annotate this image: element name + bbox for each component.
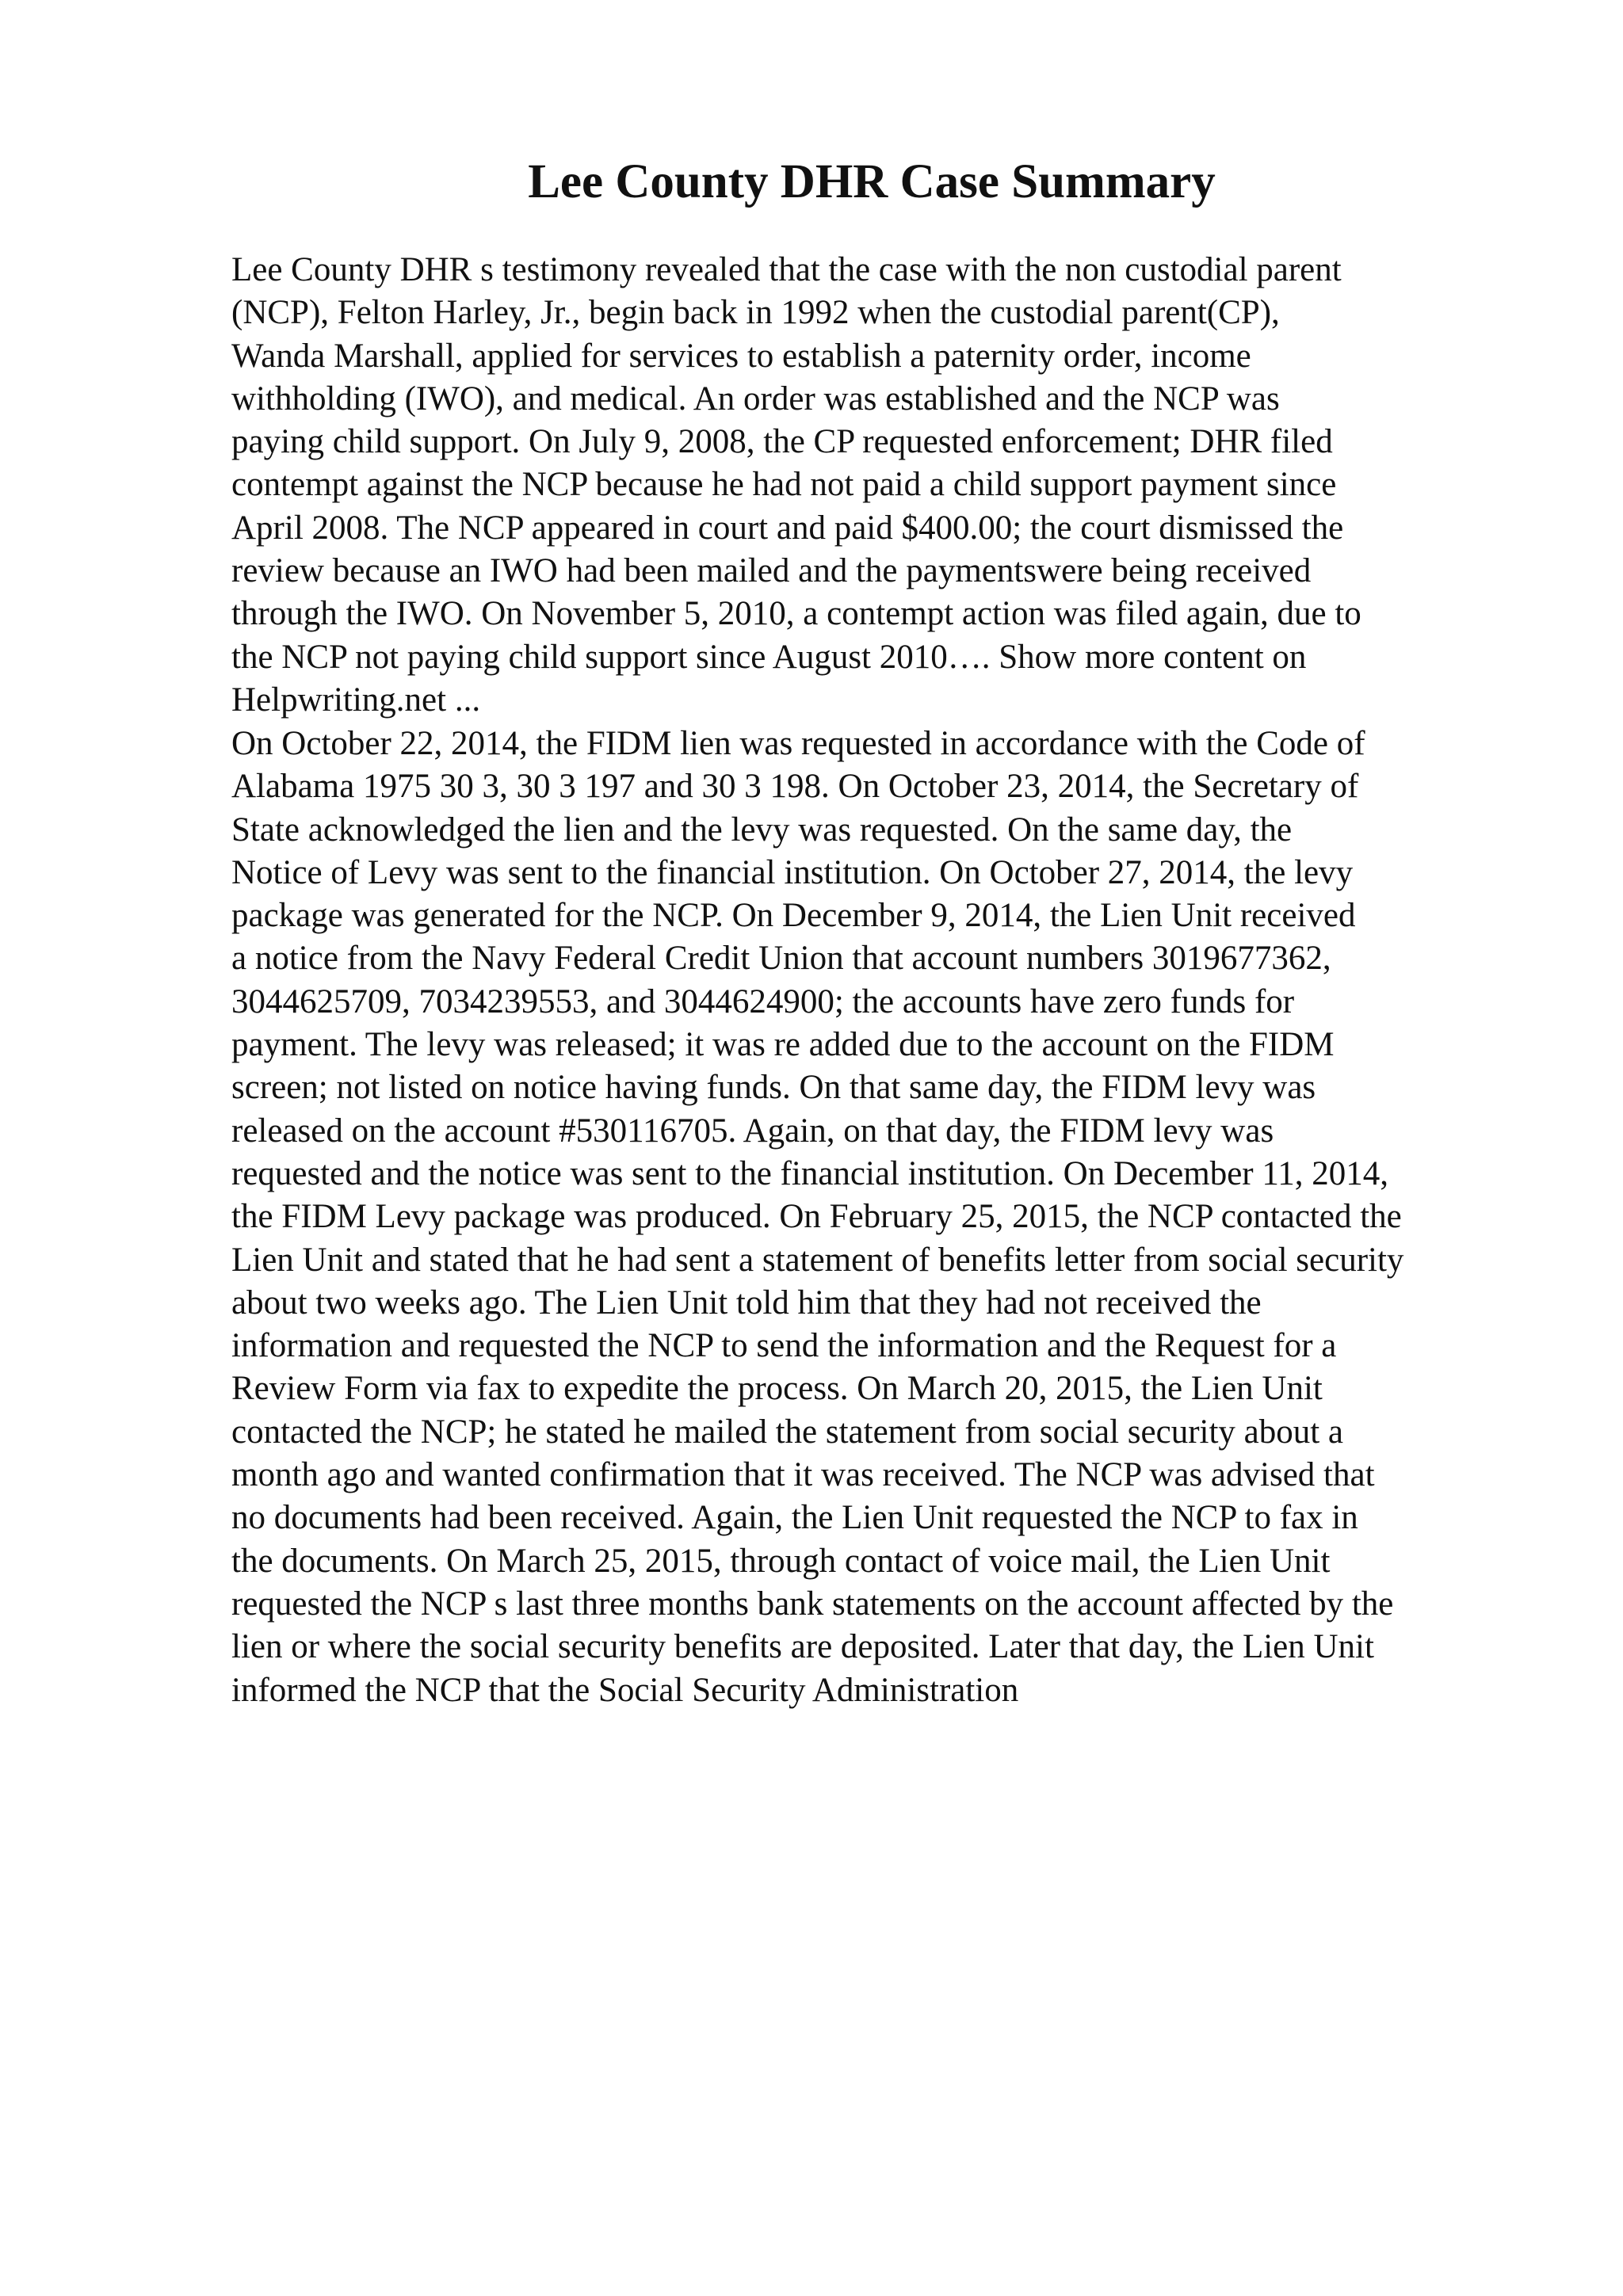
text-line: State acknowledged the lien and the levy was requested. On the same day, the (231, 810, 1293, 849)
text-line: review because an IWO had been mailed and the paymentswere being received (231, 552, 1312, 590)
text-line: package was generated for the NCP. On December 9, 2014, the Lien Unit received (231, 897, 1356, 935)
text-line: informed the NCP that the Social Security Administration (231, 1671, 1019, 1709)
text-line: 3044625709, 7034239553, and 3044624900; the accounts have zero funds for (231, 982, 1295, 1020)
text-line: On October 22, 2014, the FIDM lien was requested in accordance with the Code of (231, 725, 1365, 762)
document-title: Lee County DHR Case Summary (528, 155, 1216, 208)
text-line: paying child support. On July 9, 2008, the CP requested enforcement; DHR filed (231, 423, 1333, 461)
text-line: the NCP not paying child support since August 2010…. Show more content on (231, 638, 1307, 676)
text-line: Notice of Levy was sent to the financial institution. On October 27, 2014, the levy (231, 853, 1354, 891)
text-line: released on the account #530116705. Again, on that day, the FIDM levy was (231, 1112, 1274, 1150)
text-line: through the IWO. On November 5, 2010, a contempt action was filed again, due to (231, 595, 1361, 633)
text-line: contacted the NCP; he stated he mailed the statement from social security about a (231, 1413, 1344, 1451)
text-line: contempt against the NCP because he had not paid a child support payment since (231, 466, 1337, 504)
text-line: month ago and wanted confirmation that it was received. The NCP was advised that (231, 1456, 1375, 1494)
text-line: requested and the notice was sent to the financial institution. On December 11, 2014, (231, 1154, 1389, 1192)
paragraph-lien-history (231, 723, 1515, 1712)
text-line: screen; not listed on notice having funds. On that same day, the FIDM levy was (231, 1069, 1316, 1107)
text-line: Helpwriting.net ... (231, 681, 481, 719)
text-line: Alabama 1975 30 3, 30 3 197 and 30 3 198. On October 23, 2014, the Secretary of (231, 768, 1359, 806)
text-line: a notice from the Navy Federal Credit Union that account numbers 3019677362, (231, 940, 1331, 978)
text-line: Wanda Marshall, applied for services to establish a paternity order, income (231, 337, 1251, 375)
text-line: requested the NCP s last three months bank statements on the account affected by the (231, 1585, 1394, 1623)
text-line: Lien Unit and stated that he had sent a statement of benefits letter from social security (231, 1241, 1404, 1279)
text-line: lien or where the social security benefits are deposited. Later that day, the Lien Unit (231, 1628, 1374, 1666)
text-line: no documents had been received. Again, the Lien Unit requested the NCP to fax in (231, 1499, 1358, 1537)
text-line: April 2008. The NCP appeared in court and paid $400.00; the court dismissed the (231, 509, 1344, 547)
text-line: payment. The levy was released; it was re added due to the account on the FIDM (231, 1026, 1335, 1064)
text-line: information and requested the NCP to send the information and the Request for a (231, 1327, 1337, 1365)
text-line: Lee County DHR s testimony revealed that the case with the non custodial parent (231, 251, 1342, 288)
text-line: about two weeks ago. The Lien Unit told him that they had not received the (231, 1283, 1262, 1322)
text-line: the FIDM Levy package was produced. On February 25, 2015, the NCP contacted the (231, 1198, 1402, 1236)
paragraph-case-history (231, 249, 1515, 722)
text-line: Review Form via fax to expedite the process. On March 20, 2015, the Lien Unit (231, 1370, 1323, 1408)
text-line: (NCP), Felton Harley, Jr., begin back in 1992 when the custodial parent(CP), (231, 294, 1280, 332)
text-line: withholding (IWO), and medical. An order was established and the NCP was (231, 379, 1280, 418)
text-line: the documents. On March 25, 2015, through contact of voice mail, the Lien Unit (231, 1542, 1331, 1580)
